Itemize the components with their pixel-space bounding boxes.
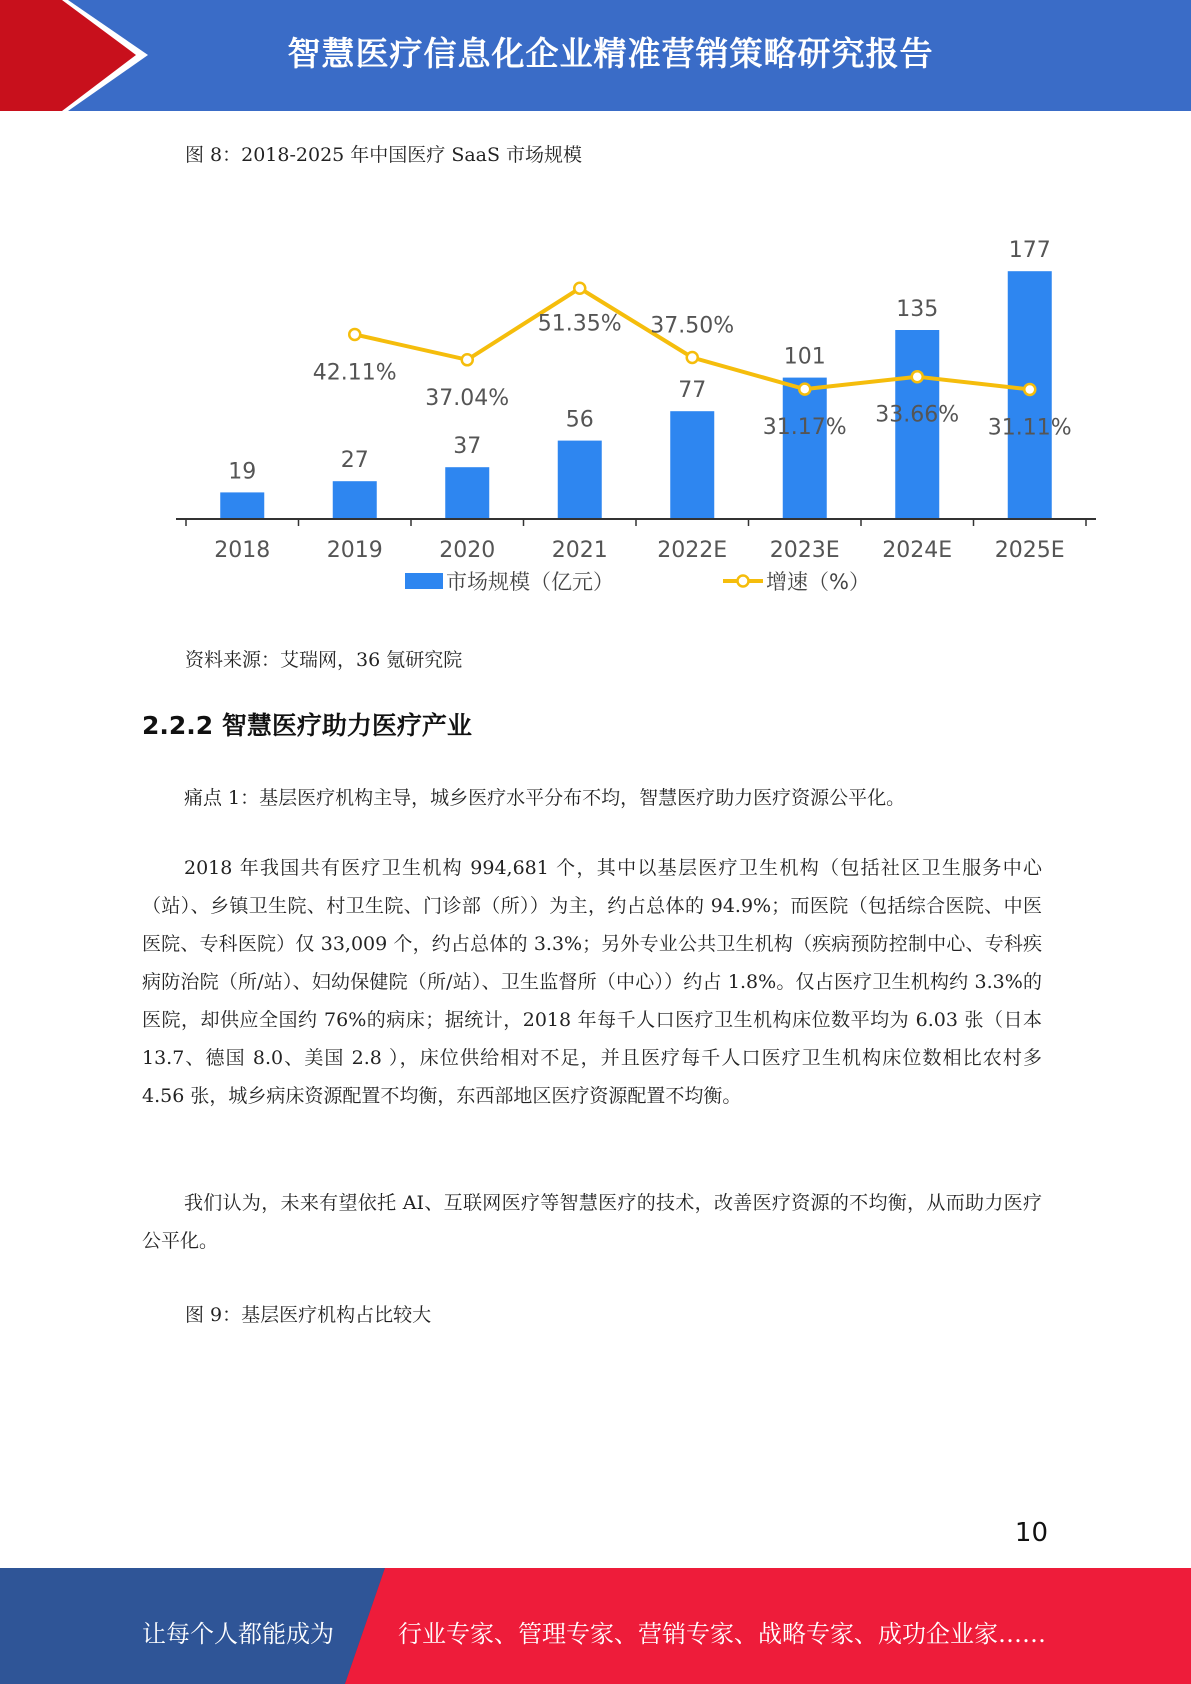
legend-line-label: 增速（%） — [766, 570, 870, 594]
growth-point-2023E — [799, 384, 810, 395]
bar-label-2025E: 177 — [1008, 238, 1051, 264]
bar-2019 — [333, 481, 377, 519]
growth-label-2023E: 31.17% — [762, 415, 847, 441]
legend-bar-swatch — [405, 573, 443, 589]
market-size-chart — [170, 185, 1100, 605]
growth-label-2025E: 31.11% — [987, 415, 1072, 441]
paragraph-pain-point: 痛点 1：基层医疗机构主导，城乡医疗水平分布不均，智慧医疗助力医疗资源公平化。 — [184, 787, 906, 809]
chart-svg — [170, 185, 1100, 605]
growth-point-2019 — [349, 329, 360, 340]
growth-point-2022E — [687, 352, 698, 363]
figure-8-caption: 图 8：2018-2025 年中国医疗 SaaS 市场规模 — [185, 144, 583, 166]
bar-label-2018: 19 — [228, 459, 257, 485]
paragraph-conclusion: 我们认为，未来有望依托 AI、互联网医疗等智慧医疗的技术，改善医疗资源的不均衡，从而助力医疗公平化。 — [142, 1192, 1042, 1252]
figure-8-source: 资料来源：艾瑞网，36 氪研究院 — [185, 649, 463, 671]
growth-point-2020 — [462, 354, 473, 365]
page-header — [0, 0, 1191, 111]
figure-9-caption: 图 9：基层医疗机构占比较大 — [185, 1304, 432, 1326]
x-tick-label-2019: 2019 — [326, 538, 383, 563]
bar-2021 — [558, 441, 602, 519]
x-tick-label-2020: 2020 — [439, 538, 496, 563]
bar-label-2024E: 135 — [896, 297, 939, 322]
growth-point-2021 — [574, 283, 585, 294]
bar-2020 — [445, 467, 489, 519]
report-title: 智慧医疗信息化企业精准营销策略研究报告 — [287, 34, 934, 73]
bar-2022E — [670, 411, 714, 519]
footer-slogan-right: 行业专家、管理专家、营销专家、战略专家、成功企业家…… — [398, 1620, 1046, 1648]
bar-label-2019: 27 — [340, 448, 369, 474]
bar-label-2021: 56 — [565, 407, 594, 433]
paragraph-statistics: 2018 年我国共有医疗卫生机构 994,681 个，其中以基层医疗卫生机构（包括社区卫生服务中心（站）、乡镇卫生院、村卫生院、门诊部（所））为主，约占总体的 94.9%；而医院（包括综合医院、中医医院、专科医院）仅 33,009 个，约占总体的 3.3%；另外专业公共卫生机构（疾病预防控制中心、专科疾病防治院（所/站）、妇幼保健院（所/站）、卫生监督所（中心））约占 1.8%。仅占医疗卫生机构约 3.3%的医院，却供应全国约 76%的病床；据统计，2018 年每千人口医疗卫生机构床位数平均为 6.03 张（日本 13.7、德国 8.0、美国 2.8 ），床位供给相对不足，并且医疗每千人口医疗卫生机构床位数相比农村多 4.56 张，城乡病床资源配置不均衡，东西部地区医疗资源配置不均衡。 — [142, 857, 1042, 1107]
growth-point-2025E — [1024, 384, 1035, 395]
x-tick-label-2018: 2018 — [214, 538, 271, 563]
growth-label-2021: 51.35% — [537, 311, 622, 337]
growth-point-2024E — [912, 371, 923, 382]
legend-line-marker — [738, 576, 749, 587]
bar-2023E — [783, 378, 827, 519]
x-tick-label-2024E: 2024E — [882, 538, 953, 563]
x-tick-label-2021: 2021 — [551, 538, 608, 563]
section-heading: 2.2.2 智慧医疗助力医疗产业 — [142, 711, 472, 740]
bar-label-2023E: 101 — [783, 344, 826, 370]
page-footer — [0, 1568, 1191, 1684]
growth-label-2019: 42.11% — [312, 360, 397, 386]
legend-bar-label: 市场规模（亿元） — [446, 570, 614, 594]
page-number: 10 — [1014, 1518, 1048, 1548]
bar-2018 — [220, 492, 264, 519]
growth-label-2022E: 37.50% — [650, 313, 735, 339]
x-tick-label-2025E: 2025E — [994, 538, 1065, 563]
growth-label-2020: 37.04% — [425, 385, 510, 411]
x-tick-label-2023E: 2023E — [769, 538, 840, 563]
bar-label-2020: 37 — [453, 434, 482, 460]
footer-slogan-left: 让每个人都能成为 — [142, 1620, 334, 1648]
x-tick-label-2022E: 2022E — [657, 538, 728, 563]
bar-label-2022E: 77 — [678, 378, 707, 404]
growth-label-2024E: 33.66% — [875, 402, 960, 428]
